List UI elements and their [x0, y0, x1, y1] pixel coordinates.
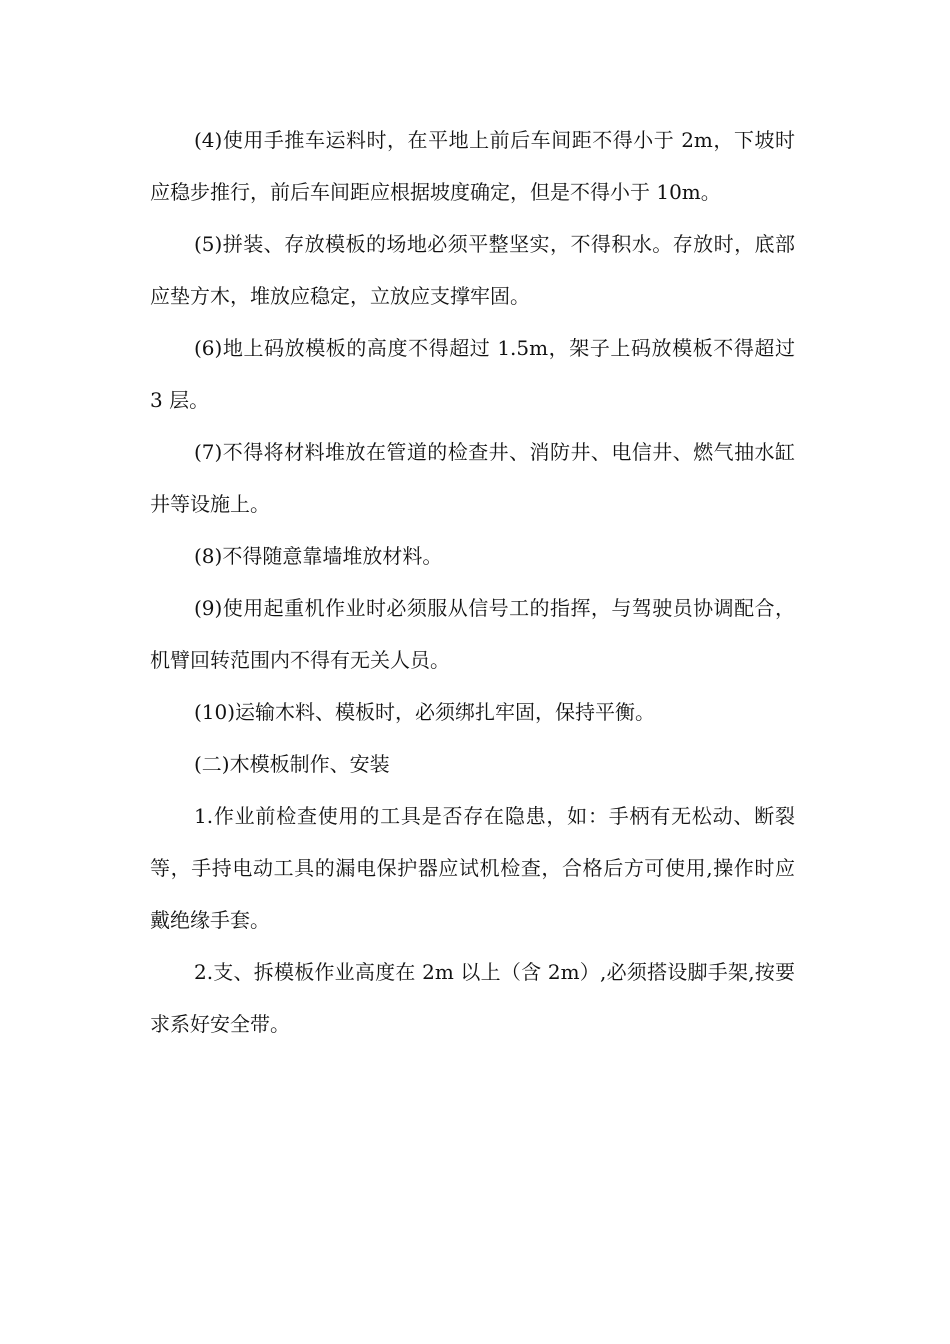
paragraph-item-9: (9)使用起重机作业时必须服从信号工的指挥，与驾驶员协调配合，机臂回转范围内不得有无关人员。: [150, 596, 795, 672]
document-body: [150, 114, 795, 1050]
paragraph-item-4: (4)使用手推车运料时，在平地上前后车间距不得小于 2m，下坡时应稳步推行，前后车间距应根据坡度确定，但是不得小于 10m。: [150, 128, 795, 204]
numbered-paragraph-1: 1.作业前检查使用的工具是否存在隐患，如：手柄有无松动、断裂等，手持电动工具的漏电保护器应试机检查，合格后方可使用,操作时应戴绝缘手套。: [150, 804, 795, 932]
paragraph-item-8: (8)不得随意靠墙堆放材料。: [194, 544, 443, 568]
paragraph-item-10: (10)运输木料、模板时，必须绑扎牢固，保持平衡。: [194, 700, 656, 724]
paragraph-item-7: (7)不得将材料堆放在管道的检查井、消防井、电信井、燃气抽水缸井等设施上。: [150, 440, 795, 516]
paragraph-item-6: (6)地上码放模板的高度不得超过 1.5m，架子上码放模板不得超过 3 层。: [150, 336, 795, 412]
section-heading: (二)木模板制作、安装: [194, 752, 390, 776]
paragraph-item-5: (5)拼装、存放模板的场地必须平整坚实，不得积水。存放时，底部应垫方木，堆放应稳定，立放应支撑牢固。: [150, 232, 795, 308]
numbered-paragraph-2: 2.支、拆模板作业高度在 2m 以上（含 2m）,必须搭设脚手架,按要求系好安全带。: [150, 960, 795, 1036]
